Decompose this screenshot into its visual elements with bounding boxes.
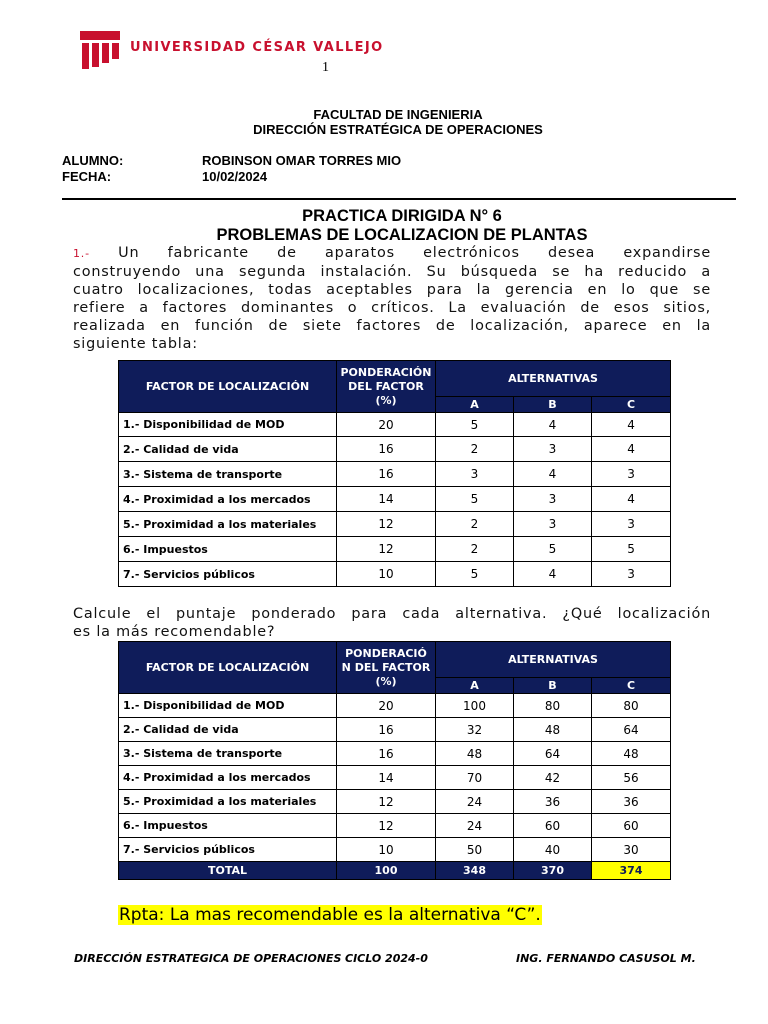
- value-cell: 36: [514, 790, 592, 814]
- factor-cell: 3.- Sistema de transporte: [119, 462, 337, 487]
- factor-cell: 4.- Proximidad a los mercados: [119, 766, 337, 790]
- factor-cell: 5.- Proximidad a los materiales: [119, 512, 337, 537]
- header-weight: PONDERACIÓN DEL FACTOR (%): [337, 361, 436, 413]
- value-cell: 48: [436, 742, 514, 766]
- value-cell: 10: [337, 562, 436, 587]
- value-cell: 2: [436, 512, 514, 537]
- table-row: [119, 562, 671, 587]
- total-row: [119, 862, 671, 880]
- factor-cell: 1.- Disponibilidad de MOD: [119, 413, 337, 437]
- header-alternatives: ALTERNATIVAS: [436, 642, 671, 678]
- value-cell: 4: [514, 562, 592, 587]
- value-cell: 16: [337, 718, 436, 742]
- value-cell: 3: [514, 437, 592, 462]
- problem-statement: 1.- Un fabricante de aparatos electrónicos desea expandirse construyendo una segunda instalación. Su búsqueda se ha reducido a cuatro localizaciones, todas aceptables para la gerencia en lo que se refiere a factores dominantes o críticos. La evaluación de esos sitios, realizada en función de siete factores de localización, aparece en la siguiente tabla:: [73, 245, 711, 352]
- practice-title: PRACTICA DIRIGIDA N° 6: [302, 207, 502, 225]
- value-cell: 56: [592, 766, 671, 790]
- value-cell: 5: [436, 562, 514, 587]
- value-cell: 12: [337, 512, 436, 537]
- value-cell: 3: [592, 512, 671, 537]
- table-row: [119, 718, 671, 742]
- value-cell: 3: [514, 512, 592, 537]
- value-cell: 30: [592, 838, 671, 862]
- fecha-value: 10/02/2024: [202, 169, 268, 184]
- footer-course: DIRECCIÓN ESTRATEGICA DE OPERACIONES: [74, 952, 342, 965]
- fecha-label: FECHA:: [62, 169, 112, 184]
- value-cell: 50: [436, 838, 514, 862]
- factors-table: [118, 360, 671, 587]
- factor-cell: 2.- Calidad de vida: [119, 437, 337, 462]
- value-cell: 20: [337, 694, 436, 718]
- problem-number: 1.-: [73, 247, 90, 260]
- value-cell: 4: [592, 437, 671, 462]
- value-cell: 12: [337, 537, 436, 562]
- value-cell: 24: [436, 790, 514, 814]
- value-cell: 4: [514, 413, 592, 437]
- header-alt-a: A: [436, 678, 514, 694]
- value-cell: 64: [592, 718, 671, 742]
- course-name: DIRECCIÓN ESTRATÉGICA DE OPERACIONES: [253, 122, 543, 137]
- header-alternatives: ALTERNATIVAS: [436, 361, 671, 397]
- factor-cell: 7.- Servicios públicos: [119, 562, 337, 587]
- value-cell: 4: [592, 487, 671, 512]
- factor-cell: 6.- Impuestos: [119, 814, 337, 838]
- factor-cell: 6.- Impuestos: [119, 537, 337, 562]
- table-row: [119, 537, 671, 562]
- header-factor: FACTOR DE LOCALIZACIÓN: [119, 642, 337, 694]
- factor-cell: 2.- Calidad de vida: [119, 718, 337, 742]
- value-cell: 3: [592, 462, 671, 487]
- table-row: [119, 462, 671, 487]
- weighted-scores-table: [118, 641, 671, 880]
- value-cell: 5: [592, 537, 671, 562]
- value-cell: 4: [514, 462, 592, 487]
- table-row: [119, 512, 671, 537]
- total-weight: 100: [337, 862, 436, 880]
- header-alt-c: C: [592, 678, 671, 694]
- value-cell: 16: [337, 437, 436, 462]
- table-row: [119, 413, 671, 437]
- factor-cell: 7.- Servicios públicos: [119, 838, 337, 862]
- header-alt-b: B: [514, 397, 592, 413]
- value-cell: 48: [514, 718, 592, 742]
- factor-cell: 1.- Disponibilidad de MOD: [119, 694, 337, 718]
- header-alt-b: B: [514, 678, 592, 694]
- value-cell: 16: [337, 742, 436, 766]
- value-cell: 5: [514, 537, 592, 562]
- total-label: TOTAL: [119, 862, 337, 880]
- total-a: 348: [436, 862, 514, 880]
- value-cell: 3: [436, 462, 514, 487]
- header-divider: [62, 198, 736, 200]
- value-cell: 4: [592, 413, 671, 437]
- faculty-name: FACULTAD DE INGENIERIA: [313, 107, 483, 122]
- value-cell: 2: [436, 537, 514, 562]
- table-row: [119, 814, 671, 838]
- value-cell: 36: [592, 790, 671, 814]
- table-row: [119, 437, 671, 462]
- alumno-label: ALUMNO:: [62, 153, 124, 168]
- value-cell: 64: [514, 742, 592, 766]
- footer-teacher: ING. FERNANDO CASUSOL M.: [516, 952, 696, 965]
- value-cell: 80: [592, 694, 671, 718]
- value-cell: 48: [592, 742, 671, 766]
- value-cell: 32: [436, 718, 514, 742]
- header-alt-c: C: [592, 397, 671, 413]
- table-row: [119, 487, 671, 512]
- university-name: UNIVERSIDAD CÉSAR VALLEJO: [130, 40, 384, 55]
- table-row: [119, 790, 671, 814]
- table-row: [119, 742, 671, 766]
- total-c-highlighted: 374: [592, 862, 671, 880]
- value-cell: 5: [436, 487, 514, 512]
- header-factor: FACTOR DE LOCALIZACIÓN: [119, 361, 337, 413]
- answer-highlight: Rpta: La mas recomendable es la alternativa “C”.: [119, 905, 541, 925]
- value-cell: 20: [337, 413, 436, 437]
- value-cell: 80: [514, 694, 592, 718]
- value-cell: 42: [514, 766, 592, 790]
- question-text: Calcule el puntaje ponderado para cada alternativa. ¿Qué localización es la más recomendable?: [73, 606, 711, 640]
- alumno-value: ROBINSON OMAR TORRES MIO: [202, 153, 402, 168]
- value-cell: 14: [337, 766, 436, 790]
- value-cell: 16: [337, 462, 436, 487]
- value-cell: 14: [337, 487, 436, 512]
- value-cell: 5: [436, 413, 514, 437]
- value-cell: 3: [514, 487, 592, 512]
- footer-cycle: CICLO 2024-0: [345, 952, 428, 965]
- value-cell: 70: [436, 766, 514, 790]
- value-cell: 24: [436, 814, 514, 838]
- value-cell: 2: [436, 437, 514, 462]
- value-cell: 12: [337, 814, 436, 838]
- value-cell: 40: [514, 838, 592, 862]
- table-row: [119, 838, 671, 862]
- header-row: [119, 642, 671, 678]
- table-row: [119, 694, 671, 718]
- value-cell: 100: [436, 694, 514, 718]
- value-cell: 12: [337, 790, 436, 814]
- value-cell: 3: [592, 562, 671, 587]
- page-number: 1: [322, 60, 329, 75]
- header-weight: PONDERACIÓ N DEL FACTOR (%): [337, 642, 436, 694]
- factor-cell: 3.- Sistema de transporte: [119, 742, 337, 766]
- table-row: [119, 766, 671, 790]
- header-alt-a: A: [436, 397, 514, 413]
- value-cell: 10: [337, 838, 436, 862]
- total-b: 370: [514, 862, 592, 880]
- value-cell: 60: [592, 814, 671, 838]
- value-cell: 60: [514, 814, 592, 838]
- practice-subtitle: PROBLEMAS DE LOCALIZACION DE PLANTAS: [216, 226, 588, 244]
- header-row: [119, 361, 671, 397]
- university-logo-icon: [80, 31, 120, 69]
- factor-cell: 4.- Proximidad a los mercados: [119, 487, 337, 512]
- factor-cell: 5.- Proximidad a los materiales: [119, 790, 337, 814]
